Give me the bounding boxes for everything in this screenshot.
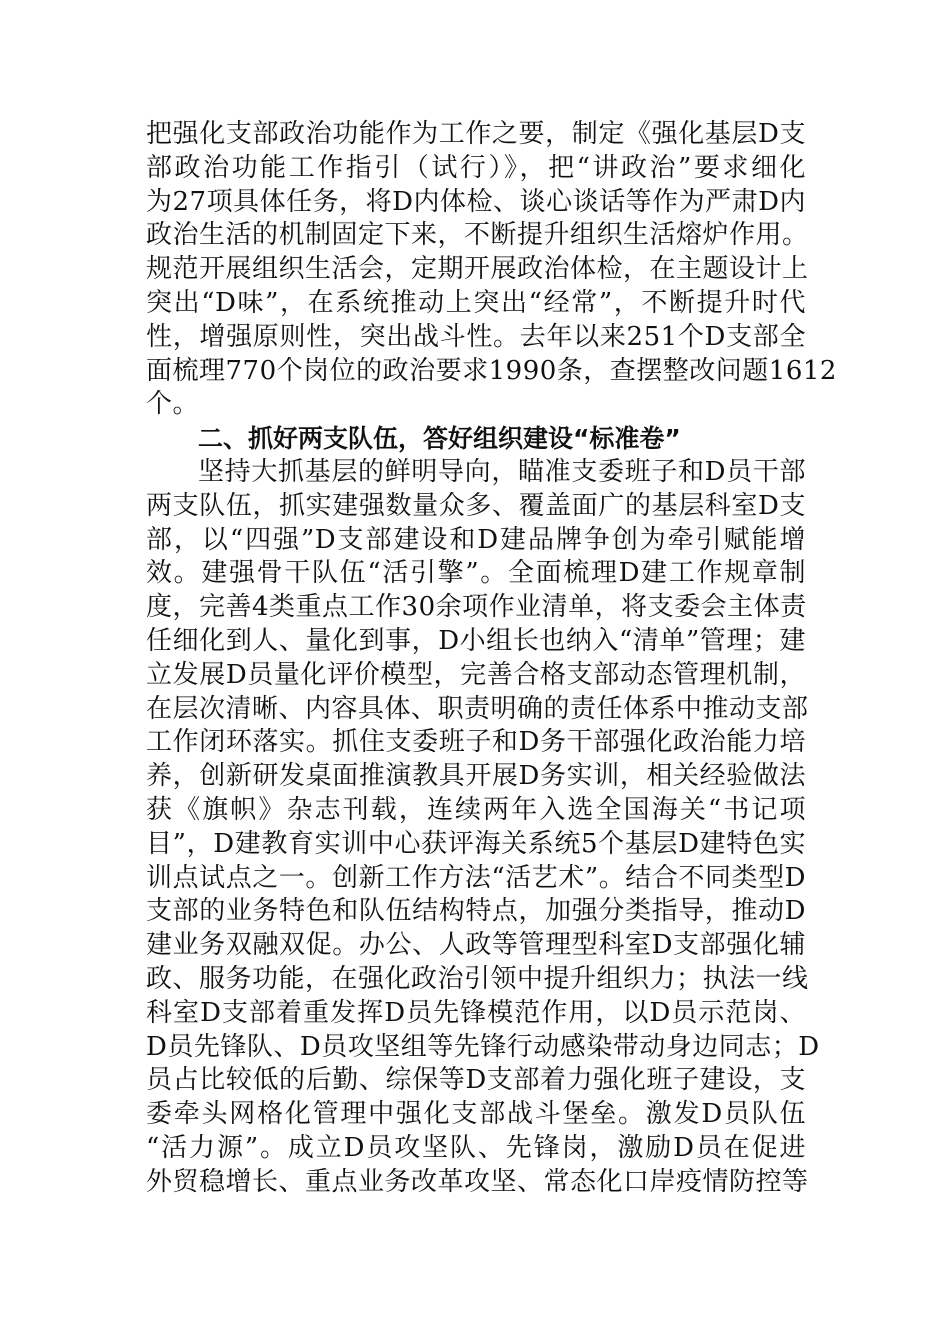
document-page xyxy=(146,118,837,1200)
paragraph-line: 效。建强骨干队伍“活引擎”。全面梳理D建工作规章制 xyxy=(146,558,806,589)
paragraph-line: 度，完善4类重点工作30余项作业清单，将支委会主体责 xyxy=(146,592,807,623)
paragraph-line: 面梳理770个岗位的政治要求1990条，查摆整改问题1612 xyxy=(146,355,837,386)
paragraph-line: 规范开展组织生活会，定期开展政治体检，在主题设计上 xyxy=(146,254,809,285)
paragraph-line: 为27项具体任务，将D内体检、谈心谈话等作为严肃D内 xyxy=(146,186,806,217)
paragraph-line: 性，增强原则性，突出战斗性。去年以来251个D支部全 xyxy=(146,321,806,352)
section-heading: 二、抓好两支队伍，答好组织建设“标准卷” xyxy=(198,424,681,454)
paragraph-line: 工作闭环落实。抓住支委班子和D务干部强化政治能力培 xyxy=(146,727,806,758)
paragraph-line: 获《旗帜》杂志刊载，连续两年入选全国海关“书记项 xyxy=(146,794,806,825)
paragraph-line: 部政治功能工作指引（试行）》，把“讲政治”要求细化 xyxy=(146,152,806,183)
paragraph-line: 部，以“四强”D支部建设和D建品牌争创为牵引赋能增 xyxy=(146,524,806,555)
paragraph-line: 科室D支部着重发挥D员先锋模范作用，以D员示范岗、 xyxy=(146,997,806,1028)
paragraph-line: 任细化到人、量化到事，D小组长也纳入“清单”管理；建 xyxy=(146,625,806,656)
paragraph-line: 两支队伍，抓实建强数量众多、覆盖面广的基层科室D支 xyxy=(146,490,806,521)
paragraph-line: 立发展D员量化评价模型，完善合格支部动态管理机制， xyxy=(146,659,806,690)
paragraph-line: 委牵头网格化管理中强化支部战斗堡垒。激发D员队伍 xyxy=(146,1099,806,1130)
paragraph-line: 目”，D建教育实训中心获评海关系统5个基层D建特色实 xyxy=(146,828,806,859)
paragraph-line: 外贸稳增长、重点业务改革攻坚、常态化口岸疫情防控等 xyxy=(146,1166,809,1197)
paragraph-line: 政、服务功能，在强化政治引领中提升组织力；执法一线 xyxy=(146,963,809,994)
paragraph-line: 养，创新研发桌面推演教具开展D务实训，相关经验做法 xyxy=(146,761,806,792)
paragraph-line: D员先锋队、D员攻坚组等先锋行动感染带动身边同志；D xyxy=(146,1031,820,1062)
paragraph-line: 支部的业务特色和队伍结构特点，加强分类指导，推动D xyxy=(146,896,806,927)
paragraph-line: 建业务双融双促。办公、人政等管理型科室D支部强化辅 xyxy=(146,930,806,961)
paragraph-line: 突出“D味”，在系统推动上突出“经常”，不断提升时代 xyxy=(146,287,806,318)
paragraph-line: 在层次清晰、内容具体、职责明确的责任体系中推动支部 xyxy=(146,693,809,724)
paragraph-line: 训点试点之一。创新工作方法“活艺术”。结合不同类型D xyxy=(146,862,806,893)
paragraph-line: 政治生活的机制固定下来，不断提升组织生活熔炉作用。 xyxy=(146,220,809,251)
paragraph-line: 把强化支部政治功能作为工作之要，制定《强化基层D支 xyxy=(146,119,806,149)
paragraph-line: 个。 xyxy=(146,389,200,420)
paragraph-line: 坚持大抓基层的鲜明导向，瞄准支委班子和D员干部 xyxy=(198,456,806,487)
paragraph-line: “活力源”。成立D员攻坚队、先锋岗，激励D员在促进 xyxy=(146,1132,806,1163)
paragraph-line: 员占比较低的后勤、综保等D支部着力强化班子建设，支 xyxy=(146,1065,806,1096)
